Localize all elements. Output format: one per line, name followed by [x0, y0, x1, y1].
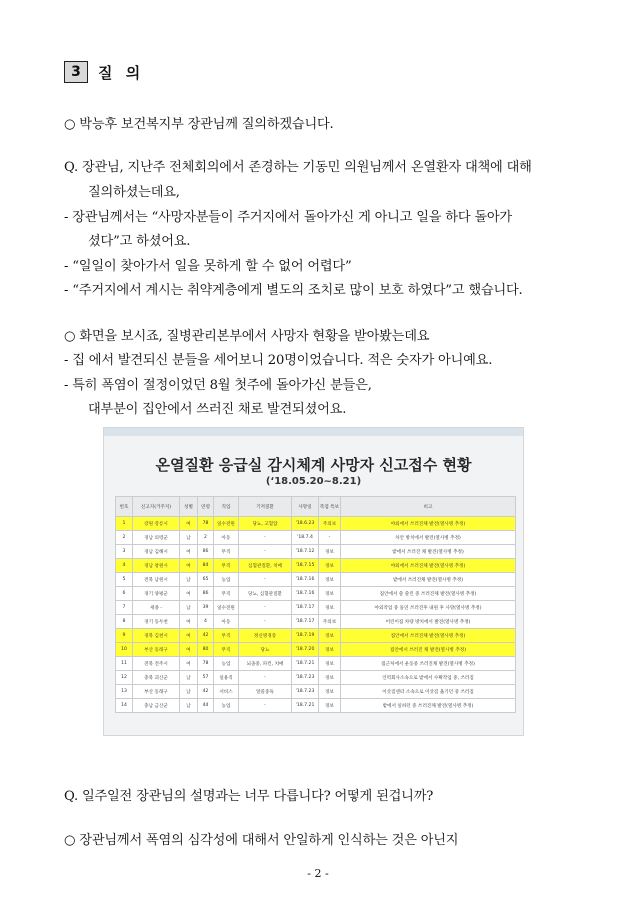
table-cell: - — [239, 545, 292, 559]
table-cell: 주의보 — [319, 517, 341, 531]
table-row — [116, 601, 516, 615]
header-cell: 폭염 특보 — [319, 497, 341, 517]
table-cell: 무직 — [214, 629, 239, 643]
table-cell: 여 — [180, 657, 198, 671]
table-cell: 78 — [198, 657, 214, 671]
table-cell: 야외작업 중 돌연 쓰러진후 내원 후 사망(열사병 추정) — [341, 601, 516, 615]
table-cell: 4 — [198, 615, 214, 629]
table-cell: 경보 — [319, 559, 341, 573]
table-cell: '18.7.16 — [292, 587, 319, 601]
table-cell: 당뇨, 고혈압 — [239, 517, 292, 531]
header-cell: 성별 — [180, 497, 198, 517]
table-cell: 86 — [198, 545, 214, 559]
table-cell: 농업 — [214, 657, 239, 671]
table-cell: 78 — [198, 517, 214, 531]
table-row — [116, 531, 516, 545]
dash-line-cont: 셨다”고 하셨어요. — [88, 234, 191, 249]
header-cell: 번호 — [116, 497, 133, 517]
dash-line: - 집 에서 발견되신 분들을 세어보니 20명이었습니다. 적은 숫자가 아니예요. — [64, 353, 493, 368]
table-row — [116, 671, 516, 685]
table-cell: 7 — [116, 601, 133, 615]
table-cell: 경보 — [319, 573, 341, 587]
table-cell: 충북 괴산군 — [133, 671, 180, 685]
table-cell: 남 — [180, 531, 198, 545]
statement-line: ○ 박능후 보건복지부 장관님께 질의하겠습니다. — [64, 117, 334, 132]
table-cell: 세종 - — [133, 601, 180, 615]
table-cell: 84 — [198, 559, 214, 573]
table-cell: 14 — [116, 699, 133, 713]
dash-line: - 특히 폭염이 절정이었던 8월 첫주에 돌아가신 분들은, — [64, 378, 372, 393]
header-cell: 사망일 — [292, 497, 319, 517]
table-cell: 농업 — [214, 699, 239, 713]
question-line-cont: 질의하셨는데요, — [88, 185, 180, 200]
table-cell: '18.7.4 — [292, 531, 319, 545]
dash-line: - 장관님께서는 “사망자분들이 주거지에서 돌아가신 게 아니고 일을 하다 돌아가 — [64, 210, 512, 225]
table-cell: 집안에서 쓰러진 채 발견(열사병 추정) — [341, 643, 516, 657]
header-cell: 연령 — [198, 497, 214, 517]
table-cell: 5 — [116, 573, 133, 587]
table-cell: 무직 — [214, 587, 239, 601]
table-cell: 경보 — [319, 699, 341, 713]
table-row — [116, 643, 516, 657]
table-cell: '18.7.16 — [292, 573, 319, 587]
death-report-figure — [103, 427, 524, 736]
table-cell: 경남 의령군 — [133, 531, 180, 545]
table-row — [116, 657, 516, 671]
section-number: 3 — [64, 61, 88, 83]
table-cell: 집안에서 쓰러진채 발견(열사병 추정) — [341, 629, 516, 643]
table-cell: 일용직 — [214, 671, 239, 685]
table-cell: 야외에서 쓰러진채 발견(열사병 추정) — [341, 559, 516, 573]
figure-subtitle: (‘18.05.20~8.21) — [265, 476, 362, 487]
table-cell: 아동 — [214, 531, 239, 545]
statement-line: ○ 화면을 보시죠, 질병관리본부에서 사망자 현황을 받아봤는데요 — [64, 329, 430, 344]
table-cell: - — [239, 671, 292, 685]
table-cell: '18.7.17 — [292, 615, 319, 629]
table-cell: 경보 — [319, 629, 341, 643]
table-cell: 아동 — [214, 615, 239, 629]
table-cell: '18.7.21 — [292, 657, 319, 671]
table-cell: 경보 — [319, 657, 341, 671]
table-cell: 야외에서 쓰러진채 발견(열사병 추정) — [341, 517, 516, 531]
table-cell: '18.7.23 — [292, 671, 319, 685]
table-cell: 경기 양평군 — [133, 587, 180, 601]
dash-line-cont: 대부분이 집안에서 쓰러진 채로 발견되셨어요. — [88, 402, 347, 417]
table-cell: 남 — [180, 699, 198, 713]
table-cell: '18.7.17 — [292, 601, 319, 615]
table-cell: 여 — [180, 615, 198, 629]
header-cell: 직업 — [214, 497, 239, 517]
table-cell: 8 — [116, 615, 133, 629]
table-cell: 부산 동래구 — [133, 643, 180, 657]
table-cell: 80 — [198, 643, 214, 657]
table-cell: 무직 — [214, 643, 239, 657]
table-cell: - — [239, 573, 292, 587]
table-cell: 1 — [116, 517, 133, 531]
table-cell: - — [239, 699, 292, 713]
table-cell: 일수전원 — [214, 517, 239, 531]
table-cell: 서비스 — [214, 685, 239, 699]
table-cell: 남 — [180, 685, 198, 699]
table-cell: 밭에서 쓰러진채 발견(열사병 추정) — [341, 573, 516, 587]
table-cell: 57 — [198, 671, 214, 685]
table-cell: 인력회사소속으로 밭에서 수확작업 중, 쓰러짐 — [341, 671, 516, 685]
table-cell: 여 — [180, 559, 198, 573]
table-cell: 심혈관질환, 치매 — [239, 559, 292, 573]
table-cell: 밭에서 일하던 중 쓰러진채 발견(열사병 추정) — [341, 699, 516, 713]
table-cell: 부산 동래구 — [133, 685, 180, 699]
table-cell: 4 — [116, 559, 133, 573]
table-cell: 경남 창원시 — [133, 559, 180, 573]
table-cell: 일수전원 — [214, 601, 239, 615]
table-cell: 집근처에서 운동중 쓰러진채 발견(열사병 추정) — [341, 657, 516, 671]
table-cell: 뇌졸중, 파킨, 치매 — [239, 657, 292, 671]
section-title: 질 의 — [98, 63, 145, 82]
table-cell: - — [319, 531, 341, 545]
table-cell: 차안 방치에서 발견(열사병 추정) — [341, 531, 516, 545]
table-cell: '18.7.12 — [292, 545, 319, 559]
table-cell: 남 — [180, 573, 198, 587]
table-cell: '18.7.23 — [292, 685, 319, 699]
table-cell: 12 — [116, 671, 133, 685]
table-cell: 여 — [180, 545, 198, 559]
table-cell: 경보 — [319, 643, 341, 657]
table-row — [116, 629, 516, 643]
table-row — [116, 615, 516, 629]
table-cell: '18.7.21 — [292, 699, 319, 713]
table-cell: 3 — [116, 545, 133, 559]
table-cell: 경남 김해시 — [133, 545, 180, 559]
figure-title: 온열질환 응급실 감시체계 사망자 신고접수 현황 — [155, 456, 472, 474]
table-cell: 경북 김천시 — [133, 629, 180, 643]
table-cell: 경보 — [319, 601, 341, 615]
table-cell: 남 — [180, 601, 198, 615]
table-cell: 9 — [116, 629, 133, 643]
table-cell: 강원 강릉시 — [133, 517, 180, 531]
table-cell: 65 — [198, 573, 214, 587]
question-line: Q. 일주일전 장관님의 설명과는 너무 다릅니다? 어떻게 된겁니까? — [64, 789, 434, 804]
table-cell: 충남 금산군 — [133, 699, 180, 713]
table-cell: 농업 — [214, 573, 239, 587]
table-row — [116, 699, 516, 713]
table-header-row — [116, 497, 516, 517]
table-cell: 2 — [198, 531, 214, 545]
table-cell: - — [239, 531, 292, 545]
table-cell: 여 — [180, 629, 198, 643]
header-cell: 신고지(거주지) — [133, 497, 180, 517]
table-cell: 2 — [116, 531, 133, 545]
table-cell: 44 — [198, 699, 214, 713]
table-cell: 당뇨, 심혈관질환 — [239, 587, 292, 601]
table-cell: 여 — [180, 587, 198, 601]
table-cell: 86 — [198, 587, 214, 601]
table-cell: 42 — [198, 685, 214, 699]
table-cell: '18.7.20 — [292, 643, 319, 657]
table-cell: 밭에서 쓰러진 채 발견(열사병 추정) — [341, 545, 516, 559]
dash-line: - “주거지에서 계시는 취약계층에게 별도의 조치로 많이 보호 하였다”고 했습니다. — [64, 283, 523, 298]
table-cell: 집안에서 쓸 쓸린 중 쓰러진채 발견(열사병 추정) — [341, 587, 516, 601]
table-cell: - — [239, 601, 292, 615]
statement-line: ○ 장관님께서 폭염의 심각성에 대해서 안일하게 인식하는 것은 아닌지 — [64, 833, 459, 848]
table-cell: '18.7.19 — [292, 629, 319, 643]
table-row — [116, 517, 516, 531]
table-cell: 10 — [116, 643, 133, 657]
figure-top-band — [104, 428, 523, 436]
death-report-table — [115, 496, 516, 713]
table-cell: 전북 전주시 — [133, 657, 180, 671]
table-cell: 무직 — [214, 559, 239, 573]
table-cell: 무직 — [214, 545, 239, 559]
table-cell: - — [239, 615, 292, 629]
table-cell: 정신병경증 — [239, 629, 292, 643]
dash-line: - “일일이 찾아가서 일을 못하게 할 수 없어 어렵다” — [64, 259, 352, 274]
table-cell: 여 — [180, 643, 198, 657]
table-cell: 39 — [198, 601, 214, 615]
table-cell: 경보 — [319, 587, 341, 601]
section-header — [64, 61, 144, 83]
table-cell: 남 — [180, 671, 198, 685]
table-cell: '18.7.15 — [292, 559, 319, 573]
page-number: - 2 - — [307, 867, 329, 880]
table-cell: 13 — [116, 685, 133, 699]
table-row — [116, 573, 516, 587]
question-line: Q. 장관님, 지난주 전체회의에서 존경하는 기동민 의원님께서 온열환자 대책에 대해 — [64, 160, 532, 175]
table-cell: 42 — [198, 629, 214, 643]
table-cell: 경기 동두천 — [133, 615, 180, 629]
header-cell: 비고 — [341, 497, 516, 517]
table-cell: 당뇨 — [239, 643, 292, 657]
table-cell: 경보 — [319, 545, 341, 559]
table-cell: 경보 — [319, 671, 341, 685]
table-row — [116, 559, 516, 573]
table-cell: 이삿짐센터 소속으로 이삿짐 옮기던 중 쓰러짐 — [341, 685, 516, 699]
table-cell: '18.6.23 — [292, 517, 319, 531]
table-cell: 알콜중독 — [239, 685, 292, 699]
table-cell: 경보 — [319, 685, 341, 699]
table-cell: 전북 남원시 — [133, 573, 180, 587]
table-cell: 어린이집 차량 방치에서 발견(열사병 추정) — [341, 615, 516, 629]
table-row — [116, 685, 516, 699]
table-cell: 주의보 — [319, 615, 341, 629]
header-cell: 기저질환 — [239, 497, 292, 517]
table-row — [116, 587, 516, 601]
table-cell: 11 — [116, 657, 133, 671]
table-cell: 6 — [116, 587, 133, 601]
table-cell: 여 — [180, 517, 198, 531]
table-row — [116, 545, 516, 559]
